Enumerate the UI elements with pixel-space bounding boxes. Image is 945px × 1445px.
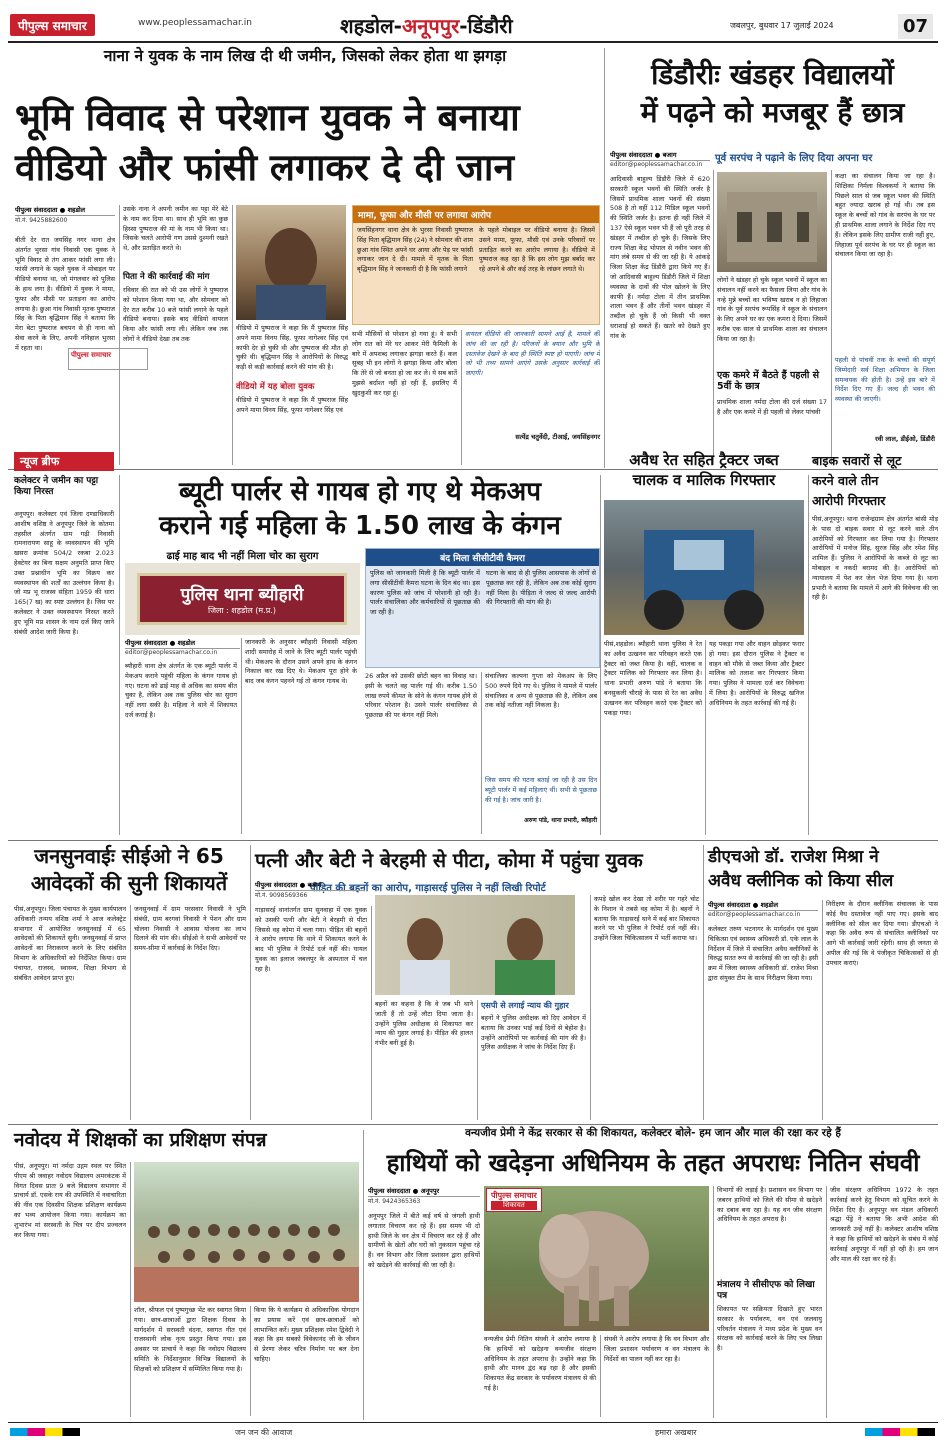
section-title-c: -डिंडौरी <box>459 14 513 38</box>
story7-col2: बहनों का कहना है कि वे जब भी थाने जाती हैं तो उन्हें लौटा दिया जाता है। उन्होंने पुलिस अधीक्षक से शिकायत कर न्याय की गुहार लगाई है। पीड़ित की हालत गंभीर बनी हुई है। <box>375 1000 473 1048</box>
story1-box-title: मामा, फूफा और मौसी पर लगाया आरोप <box>353 206 599 223</box>
story7-headline: पत्नी और बेटी ने बेरहमी से पीटा, कोमा में पहुंचा युवक <box>255 849 643 872</box>
story2-col3: कक्षा का संचालन किया जा रहा है। शिक्षिका निर्मला विश्वकर्मा ने बताया कि पिछले साल से जब स्कूल भवन की स्थिति बहुत ज्यादा खराब हो गई थी। तब इस स्कूल के बच्चों को गांव के सरपंच के घर पर ही प्राथमिक शाला लगाने के निर्देश दिए गए हैं। लेकिन इसके लिए ग्रामीण राजी नहीं हुए, लिहाजा पूर्व सरपंच के घर पर ही स्कूल का संचालन किया जा रहा है। <box>835 172 935 259</box>
story1-col1: बीती देर रात जयसिंह नगर थाना क्षेत्र अंतर्गत भुरसा गांव निवासी एक युवक ने भूमि विवाद से तंग आकर फांसी लगा ली। फांसी लगाने के पहले युवक ने मोबाइल पर वीडियो बनाया था, जो मंगलवार को पुलिस के हाथ लगा है। वीडियो में युवक ने मामा, फूफा और मौसी पर प्रताड़ना का आरोप लगाया है। छुआ गांव निवासी मृतक पुष्पराज सिंह के पिता बृद्धिमान सिंह ने बताया कि मेरा बेटा पुष्पराज बचपन से ही नाना को सेवा करने के लिए, अपनी ननिहाल भुरसा में रहता था। <box>15 236 115 352</box>
story4-col1: पीसं,शहडोल। ब्यौहारी थाना पुलिस ने रेत का अवैध उत्खनन कर परिवहन करते एक ट्रैक्टर को जब्त किया है। वहीं, चालक व ट्रैक्टर मालिक को गिरफ्तार कर लिया है। धाना प्रभारी अरुण पांडे ने बताया कि बनसुकली चौराहे के पास से रेत का अवैध उत्खनन कर परिवहन करते एक ट्रैक्टर को पकड़ा गया। <box>604 640 702 717</box>
story3-deck: ढाई माह बाद भी नहीं मिला चोर का सुराग <box>166 551 319 562</box>
story6-headline-line1: जनसुनवाईः सीईओ ने 65 <box>34 844 224 868</box>
brief-label: न्यूज ब्रीफ <box>14 452 114 471</box>
story8-byline: पीपुल्स संवाददाता ● शहडोल <box>708 900 818 911</box>
story1-quote-text: वायरल वीडियो की जानकारी सामने आई है, मामले की जांच की जा रही है। परिजनों के बयान और भूमि के दस्तावेज देखने के बाद ही स्थिति स्पष्ट हो पाएगी। जांच में जो भी तथ्य सामने आएंगे उसके अनुसार कार्रवाई की जाएगी। <box>465 330 600 378</box>
story10-col4: जीव संरक्षण अधिनियम 1972 के तहत कार्रवाई करने हेतु विभाग को सूचित करने के निर्देश दिए हैं। अनूपपुर वन मंडल अधिकारी श्रद्धा पेंड्रे ने बताया कि अभी आदेश की जानकारी उन्हें नहीं है। कलेक्टर आशीष वशिष्ठ ने कहा कि हाथियों को खदेड़ने के संबंध में कोई कार्रवाई अनूपपुर में नहीं हो रही है। हम जान और माल की रक्षा कर रहे हैं। <box>830 1186 938 1263</box>
story3-box-title: बंद मिला सीसीटीवी कैमरा <box>366 549 599 566</box>
story10-col2b: संघवी ने आरोप लगाया है कि वन विभाग और जिला प्रशासन पर्यावरण व वन मंत्रालय के निर्देशों का पालन नहीं कर रहा है। <box>604 1335 709 1363</box>
footer-left: जन जन की आवाज <box>235 1428 293 1437</box>
story10-badge-sub: शिकायत <box>491 1201 537 1210</box>
story3-box <box>365 548 600 668</box>
story2-deck: पूर्व सरपंच ने पढ़ाने के लिए दिया अपना घर <box>715 153 873 164</box>
story7-subhead: एसपी से लगाई न्याय की गुहार <box>481 1001 569 1010</box>
peoples-stamp: पीपुल्स समाचार <box>68 348 148 370</box>
story9-col3: किया कि ये कार्यक्रम से अधिकाधिक योगदान का प्रयास करें एवं छात्र-छात्राओं को लाभान्वित करें। मुख्य प्रशिक्षक रमेश द्विवेदी ने कहा कि हम सबको विवेकानंद जी के जीवन से प्रेरणा लेकर चरित्र निर्माण पर बल देना चाहिए। <box>254 1306 359 1363</box>
page-number: 07 <box>898 14 933 39</box>
story1-photo-cap: वीडियो में पुष्पराज ने कहा कि मैं पुष्पराज सिंह अपने मामा विनय सिंह, फूफा नागेश्वर सिंह एवं काफी देर हो चुकी थी और पुष्पराज की मौत हो चुकी थी। बृद्धिमान सिंह ने आरोपियों के विरुद्ध कड़ी से कड़ी कार्रवाई करने की मांग की है। <box>236 324 348 372</box>
story8-col2: निरीक्षण के दौरान क्लीनिक संचालक के पास कोई वैध दस्तावेज नहीं पाए गए। इसके बाद क्लीनिक को सील कर दिया गया। डीएचओ ने कहा कि अवैध रूप से संचालित क्लीनिकों पर आगे भी कार्रवाई जारी रहेगी। साथ ही जनता से अपील की गई कि वे पंजीकृत चिकित्सकों से ही उपचार कराएं। <box>826 900 938 967</box>
story10-subhead: मंत्रालय ने सीसीएफ को लिखा पत्र <box>717 1280 815 1301</box>
footer <box>0 1422 945 1445</box>
story8-headline-line1: डीएचओ डॉ. राजेश मिश्रा ने <box>708 847 879 867</box>
story1-headline-line1: भूमि विवाद से परेशान युवक ने बनाया <box>15 96 520 139</box>
story1-photo-cap-2: वीडियो में पुष्पराज ने कहा कि मैं पुष्पराज सिंह अपने मामा विनय सिंह, फूफा नागेश्वर सिंह एवं <box>236 396 348 414</box>
police-board-sub: जिला : शहडोल (म.प्र.) <box>208 606 276 615</box>
elephant-photo <box>484 1186 709 1331</box>
story1-quote <box>465 330 600 465</box>
group-photo <box>134 1162 359 1302</box>
story5-headline-line1: बाइक सवारों से लूट <box>812 453 902 468</box>
story3-col2: जानकारी के अनुसार ब्यौहारी निवासी महिला शादी समारोह में जाने के लिए ब्यूटी पार्लर पहुंची थी। मेकअप के दौरान उसने अपने हाथ के कंगन निकाल कर रख दिए थे। मेकअप पूरा होने के बाद जब कंगन पहनने गई तो कंगन गायब थे। <box>245 638 357 686</box>
story4-col2: यह पकड़ा गया और वाहन छोड़कर फरार हो गया। इस दौरान पुलिस ने ट्रैक्टर व वाहन को मौके से जब्त किया और ट्रैक्टर मालिक को तलाश कर गिरफ्तार किया गया। पुलिस ने मामला दर्ज कर विवेचना में लिया है। आरोपियों के विरुद्ध खनिज अधिनियम के तहत कार्रवाई की गई है। <box>709 640 804 707</box>
story3-email: editor@peoplessamachar.co.in <box>125 649 218 656</box>
story1-kicker: नाना ने युवक के नाम लिख दी थी जमीन, जिसको लेकर होता था झगड़ा <box>103 47 507 65</box>
story1-col3: सभी मौसियों से परेशान हो गया हूं। ये सभी लोग रात को मेरे घर आकर मेरी फैमिली के बारे में अपशब्द लगाकर झगड़ा करते हैं। कल सुबह भी इन लोगों ने झगड़ा किया और बोला कि तेरे से जो बनता हो जा कर ले। ये सब बातें मुझसे बर्दाश्त नहीं हो रही हैं, इसलिए मैं खुदकुशी कर रहा हूं। <box>352 330 457 397</box>
story6-col2: जनसुनवाई में ग्राम परसवार निवासी ने भूमि संबंधी, ग्राम बरगवां निवासी ने पेंशन और ग्राम चोलना निवासी ने आवास योजना का लाभ दिलाने की मांग की। सीईओ ने सभी आवेदनों पर समय-सीमा में कार्रवाई के निर्देश दिए। <box>134 905 246 953</box>
section-title-a: शहडोल- <box>340 14 402 38</box>
story1-box-col1: जयसिंहनगर थाना क्षेत्र के भुरसा निवासी पुष्पराज सिंह पिता बृद्धिमान सिंह (24) ने सोमवार की शाम छुआ गांव स्थित अपने घर आया और पेड़ पर फांसी लगाकर जान दे दी। मामले में मृतक के पिता बृद्धिमान सिंह ने जानकारी दी है कि फांसी लगाने <box>357 226 473 274</box>
story10-badge-brand: पीपुल्स समाचार <box>491 1191 537 1200</box>
dateline: जबलपुर, बुधवार 17 जुलाई 2024 <box>730 21 834 30</box>
story10-col1: अनूपपुर जिले में बीते कई वर्ष से जंगली हाथी लगातार विचरण कर रहे हैं। इस समय भी दो हाथी जिले के वन क्षेत्र में विचरण कर रहे हैं और ग्रामीणों के खेतों और घरों को नुकसान पहुंचा रहे हैं। वन विभाग और जिला प्रशासन द्वारा हाथियों को खदेड़ने की कार्रवाई की जा रही है। <box>368 1212 480 1269</box>
story2-photo-cap: लोगों ने खंडहर हो चुके स्कूल भवनों में स्कूल का संचालन नहीं करने का फैसला लिया और गांव के नन्हे मुन्ने बच्चों का भविष्य खराब न हो लिहाजा गांव के पूर्व सरपंच रूपसिंह ने स्कूल के संचालन के लिए अपने घर का एक कमरा दे दिया। जिसमें करीब एक साल से प्राथमिक शाला का संचालन किया जा रहा है। <box>717 276 827 343</box>
story3-quote-text: जिस समय की घटना बताई जा रही है उस दिन ब्यूटी पार्लर में कई महिलाएं थीं। सभी से पूछताछ की गई है। जांच जारी है। <box>485 776 597 804</box>
story2-col1: आदिवासी बाहुल्य डिंडौरी जिले में 620 सरकारी स्कूल भवनों की स्थिति जर्जर है जिसमें प्राथमिक शाला भवनों की संख्या 508 है तो वहीं 112 मिडिल स्कूल भवनों की स्थिति जर्जर है। इतना ही नहीं जिले में 137 ऐसे स्कूल भवन भी हैं जो पूरी तरह से खंडहर में तब्दील हो चुके हैं। जिसके लिए राज्य शिक्षा केंद्र भोपाल से नवीन भवन की मांग लंबे समय से की जा रही है। ये आंकड़े जिला शिक्षा केंद्र डिंडौरी द्वारा किये गए हैं। जो आदिवासी बाहुल्य डिंडौरी जिले में शिक्षा व्यवस्था के दावों की पोल खोलने के लिए काफी हैं। नर्मदा टोला में तीन प्राथमिक शाला भवन हैं और तीनों भवन खंडहर में तब्दील हो चुके हैं जो किसी भी वक्त धराशाई हो सकते हैं। खतरे को देखते हुए गांव के <box>610 175 710 340</box>
story9-col2: शॉल, श्रीफल एवं पुष्पगुच्छ भेंट कर स्वागत किया गया। छात्र-छात्राओं द्वारा शिक्षक दिवस के मार्गदर्शन में सरस्वती वंदना, स्वागत गीत एवं राजस्थानी लोक नृत्य प्रस्तुत किया गया। इस अवसर पर प्राचार्य ने कहा कि नवोदय विद्यालय समिति के निर्देशानुसार विभिन्न विद्यालयों के शिक्षकों को प्रशिक्षण में सम्मिलित किया गया है। <box>134 1306 246 1373</box>
story1-box-col2: के पहले मोबाइल पर वीडियो बनाया है। जिसमें उसने मामा, फूफा, मौसी एवं उनके परिवारों पर प्रताड़ित करने का आरोप लगाया है। वीडियो में पुष्पराज कह रहा है कि इस लोग मुझ बर्बाद कर रहे अपने बे और कई तरह के लांछन लगाते थे। <box>479 226 595 274</box>
masthead <box>0 0 945 42</box>
story10-col2: वन्यजीव प्रेमी नितिन संघवी ने आरोप लगाया है कि हाथियों को खदेड़ना वन्यजीव संरक्षण अधिनियम के तहत अपराध है। उन्होंने कहा कि हाथी और मानव द्वंद बढ़ रहा है और इसकी शिकायत केंद्र सरकार के पर्यावरण मंत्रालय से की गई है। <box>484 1335 596 1392</box>
story3-col4: संचालिका कल्पना गुप्ता को मेकअप के लिए 500 रुपये दिये गए थे। पुलिस ने मामले में पार्लर संचालिका व अन्य से पूछताछ की है, लेकिन अब तक कोई नतीजा नहीं निकला है। <box>485 672 597 710</box>
story10-byline: पीपुल्स संवाददाता ● अनूपपुर <box>368 1186 480 1197</box>
story3-col1: ब्यौहारी थाना क्षेत्र अंतर्गत के एक ब्यूटी पार्लर में मेकअप कराने पहुंची महिला के कंगन गायब हो गए। घटना को ढाई माह से अधिक का समय बीत चुका है, लेकिन अब तक पुलिस चोर का सुराग नहीं लगा सकी है। महिला ने थाने में शिकायत दर्ज कराई है। <box>125 662 237 719</box>
section-title-b: अनूपपुर <box>401 14 460 38</box>
story3-headline-line2: कराने गई महिला के 1.50 लाख के कंगन <box>159 511 561 541</box>
story10-headline: हाथियों को खदेड़ना अधिनियम के तहत अपराधः नितिन संघवी <box>386 1149 920 1177</box>
story8-email: editor@peoplessamachar.co.in <box>708 911 801 918</box>
story8-col1: कलेक्टर तरुण भटनागर के मार्गदर्शन एवं मुख्य चिकित्सा एवं स्वास्थ्य अधिकारी डॉ. एके लाल के निर्देशन में जिले में संचालित अवैध क्लीनिकों के विरुद्ध सतत रूप से कार्रवाई की जा रही है। इसी क्रम में जिला स्वास्थ्य अधिकारी डॉ. राजेश मिश्रा द्वारा संयुक्त टीम के साथ निरीक्षण किया गया। <box>708 925 818 982</box>
story3-quote-by: अरुण पांडे, थाना प्रभारी, ब्यौहारी <box>524 817 597 824</box>
police-station-photo <box>125 563 360 635</box>
story1-box <box>352 205 600 325</box>
story8-headline-line2: अवैध क्लीनिक को किया सील <box>708 871 894 891</box>
story2-quote-text: पहली से पांचवीं तक के बच्चों की संपूर्ण जिम्मेदारी सर्व शिक्षा अभियान के जिला समन्वयक की होती है। उन्हें इस बारे में निर्देश दिए गए हैं। जल्द ही भवन की व्यवस्था की जाएगी। <box>835 356 935 404</box>
footer-right: हमारा अखबार <box>655 1428 697 1437</box>
website-text: www.peoplessamachar.in <box>138 18 252 28</box>
story9-headline: नवोदय में शिक्षकों का प्रशिक्षण संपन्न <box>14 1129 267 1151</box>
brand-logo: पीपुल्स समाचार <box>10 14 95 36</box>
story1-quote-by: सत्येंद्र चतुर्वेदी, टीआई, जयसिंहनगर <box>515 433 600 441</box>
story7-col4: कपड़े खोल कर देखा तो शरीर पर गहरे चोट के निशान थे तबसे वह कोमा में है। बहनों ने बताया कि गाड़ासरई थाने में कई बार शिकायत करने पर भी पुलिस ने रिपोर्ट दर्ज नहीं की। उन्होंने जिला चिकित्सालय में भर्ती कराया था। <box>594 895 699 943</box>
section-title <box>340 12 513 39</box>
story1-headline-line2: वीडियो और फांसी लगाकर दे दी जान <box>15 146 515 189</box>
story2-byline: पीपुल्स संवाददाता ● बजाग <box>610 150 710 161</box>
story5-headline-line2: करने वाले तीन <box>812 473 879 488</box>
story4-headline-line1: अवैध रेत सहित ट्रैक्टर जब्त <box>629 451 779 469</box>
story10-col3: विभागों की लड़ाई है। प्रशासन वन विभाग पर जबरन हाथियों को जिले की सीमा से खदेड़ने का दबाव बना रहा है। यह वन जीव संरक्षण अधिनियम के तहत अपराध है। <box>717 1186 822 1224</box>
story1-col2: उसके नाना ने अपनी जमीन का पट्टा मेरे बेटे के नाम कर दिया था। साथ ही भूमि का कुछ हिस्सा पुष्पराज की मां के नाम भी किया था। जिसके चलते आरोपी गण उससे दुश्मनी रखते थे, और प्रताड़ित करते थे। <box>123 205 228 253</box>
story2-quote-by: रवी लाल, डीईओ, डिंडौरी <box>875 435 935 443</box>
story1-col2b: रविवार की रात को भी उस लोगों ने पुष्पराज को परेशान किया गया था, और सोमवार को देर रात करीब 10 बजे फांसी लगाने के पहले वीडियो बनाया। इसके बाद वीडियो वायरल किया और फांसी लगा ली। लेकिन जब तक लोगों ने वीडियो देखा तब तक <box>123 286 228 343</box>
tractor-photo <box>604 500 804 635</box>
story2-subhead: एक कमरे में बैठते हैं पहली से 5वीं के छात्र <box>717 370 820 392</box>
story9-col1: पीसं, अनूपपुर। मां नर्मदा उद्गम स्थल पर स्थित पीएम श्री जवाहर नवोदय विद्यालय अमरकंटक में विगत दिवस प्रातः 9 बजे विद्यालय सभागार में प्राचार्य डॉ. एसके राय की उपस्थिति में नवाचारिता की नींव एक दिवसीय शिक्षक प्रशिक्षण कार्यक्रम का भव्य आयोजन किया गया। कार्यक्रम का शुभारंभ मां सरस्वती के चित्र पर दीप प्रज्वलन कर किया गया। <box>14 1162 126 1239</box>
story2-quote <box>835 356 935 464</box>
color-registration-strip <box>10 1428 80 1436</box>
story6-col1: पीसं,अनूपपुर। जिला पंचायत के मुख्य कार्यपालन अधिकारी तन्मय वशिष्ठ शर्मा ने आज कलेक्ट्रेट सभागार में आयोजित जनसुनवाई में 65 आवेदकों की शिकायतें सुनी। जनसुनवाई में प्राप्त आवेदनों का निराकरण करने के लिए संबंधित विभाग के अधिकारियों को निर्देशित किया। ग्राम पंचायत, राजस्व, स्वास्थ्य, शिक्षा विभाग से संबंधित आवेदन प्राप्त हुए। <box>14 905 126 982</box>
story1-col2-subhead: पिता ने की कार्रवाई की मांग <box>123 272 210 282</box>
story6-headline-line2: आवेदकों की सुनी शिकायतें <box>30 871 228 895</box>
story2-title: डिंडौरीः खंडहर विद्यालयों <box>651 58 894 91</box>
story3-byline: पीपुल्स संवाददाता ● शहडोल <box>125 638 240 649</box>
story7-col3: बहनों ने पुलिस अधीक्षक को दिए आवेदन में बताया कि उनका भाई कई दिनों से बेहोश है। उन्होंने आरोपियों पर कार्रवाई की मांग की है। पुलिस अधीक्षक ने जांच के निर्देश दिए हैं। <box>481 1014 586 1052</box>
story7-deck: पीड़ित की बहनों का आरोप, गाड़ासरई पुलिस ने नहीं लिखी रिपोर्ट <box>310 883 546 894</box>
story5-headline-line3: आरोपी गिरफ्तार <box>812 493 886 508</box>
story1-byline: पीपुल्स संवाददाता ● शहडोल <box>15 205 115 216</box>
story7-col1: गाड़ासरई थानांतर्गत ग्राम सुनवाहा में एक युवक को उसकी पत्नी और बेटी ने बेरहमी से पीटा जिससे वह कोमा में चला गया। पीड़ित की बहनों ने आरोप लगाया कि थाने में शिकायत करने के बाद भी पुलिस ने रिपोर्ट दर्ज नहीं की। घायल युवक का इलाज जबलपुर के अस्पताल में चल रहा है। <box>255 906 367 973</box>
story7-mobile: मो.नं. 9098569366 <box>255 892 308 899</box>
youth-photo <box>236 205 346 320</box>
story2-col2b: प्राथमिक शाला नर्मदा टोला की दर्ज संख्या 17 है और एक कमरे में ही पहली से लेकर पांचवी <box>717 398 827 416</box>
story3-headline-line1: ब्यूटी पार्लर से गायब हो गए थे मेकअप <box>179 477 541 507</box>
sisters-photo <box>375 895 575 995</box>
police-board-text: पुलिस थाना ब्यौहारी <box>180 585 304 605</box>
story3-box-col2: घटना के बाद से ही पुलिस आसपास के लोगों से पूछताछ कर रही है, लेकिन अब तक कोई सुराग नहीं मिला है। पीड़िता ने जल्द से जल्द आरोपी की गिरफ्तारी की मांग की है। <box>486 569 596 607</box>
brief-title: कलेक्टर ने जमीन का पट्टा किया निरस्त <box>14 476 99 497</box>
story10-mobile: मो.नं. 9424365363 <box>368 1198 421 1205</box>
story3-col3: 26 अप्रैल को उसकी छोटी बहन का विवाह था। इसी के चलते वह पार्लर गई थी। करीब 1.50 लाख रुपये कीमत के सोने के कंगन गायब होने से परिवार परेशान है। उसने पार्लर संचालिका से पूछताछ की पर कंगन नहीं मिले। <box>365 672 477 720</box>
story10-kicker: वन्यजीव प्रेमी ने केंद्र सरकार से की शिकायत, कलेक्टर बोले- हम जान और माल की रक्षा कर रहे हैं <box>465 1127 841 1139</box>
story1-mobile: मो.नं. 9425882600 <box>15 217 68 224</box>
story2-email: editor@peoplessamachar.co.in <box>610 161 703 168</box>
school-photo <box>717 172 827 272</box>
story7-byline: पीपुल्स संवाददाता ● बजाग <box>255 880 365 891</box>
story3-quote <box>485 776 597 834</box>
story10-badge <box>486 1188 542 1212</box>
brief-body: अनूपपुर। कलेक्टर एवं जिला दण्डाधिकारी आशीष वशिष्ठ ने अनूपपुर जिले के कोतमा तहसील अंतर्गत ग्राम गढ़ी निवासी रामनारायण साहू के व्यवस्थापन की भूमि खसरा क्रमांक 504/2 रकबा 2.023 हेक्टेयर का बिना सक्षम अनुमति प्राप्त किए उक्त प्रश्नाधीन भूमि का विक्रय कर व्यवस्थापन की शर्तों का उल्लंघन किया है। जो मप्र भू राजस्व संहिता 1959 की धारा 165(7 ख) का स्पष्ट उल्लंघन है। जिस पर कलेक्टर ने उक्त व्यवस्थापन निरस्त करते हुए भूमि मप्र शासन के नाम दर्ज किए जाने संबंधी आदेश जारी किया है। <box>14 510 114 636</box>
color-registration-strip-right <box>865 1428 935 1436</box>
story2-title2: में पढ़ने को मजबूर हैं छात्र <box>640 96 905 129</box>
story10-col3b: शिकायत पर सक्रियता दिखाते हुए भारत सरकार के पर्यावरण, वन एवं जलवायु परिवर्तन मंत्रालय ने मध्य प्रदेश के मुख्य वन संरक्षक को कार्रवाई करने के लिए पत्र लिखा है। <box>717 1305 822 1353</box>
story5-col1: पीसं,अनूपपुर। थाना राजेन्द्रग्राम क्षेत्र अंतर्गत बांसी मोड़ के पास दो बाइक सवार से लूट करने वाले तीन आरोपियों को गिरफ्तार कर लिया गया है। गिरफ्तार आरोपियों में मनोज सिंह, सुरज सिंह और रमेश सिंह शामिल हैं। पुलिस ने आरोपियों के कब्जे से लूट का मोबाइल व नकदी बरामद की है। आरोपियों को न्यायालय में पेश कर जेल भेज दिया गया है। थाना प्रभारी ने बताया कि मामले में आगे की विवेचना की जा रही है। <box>812 515 938 602</box>
story3-box-col1: पुलिस को जानकारी मिली है कि ब्यूटी पार्लर में लगा सीसीटीवी कैमरा घटना के दिन बंद था। इस कारण पुलिस को जांच में परेशानी हो रही है। पार्लर संचालिका और कर्मचारियों से पूछताछ की जा रही है। <box>370 569 480 617</box>
story1-photo-cap-bold: वीडियो में यह बोला युवक <box>236 382 315 392</box>
story4-headline-line2: चालक व मालिक गिरफ्तार <box>632 471 776 489</box>
